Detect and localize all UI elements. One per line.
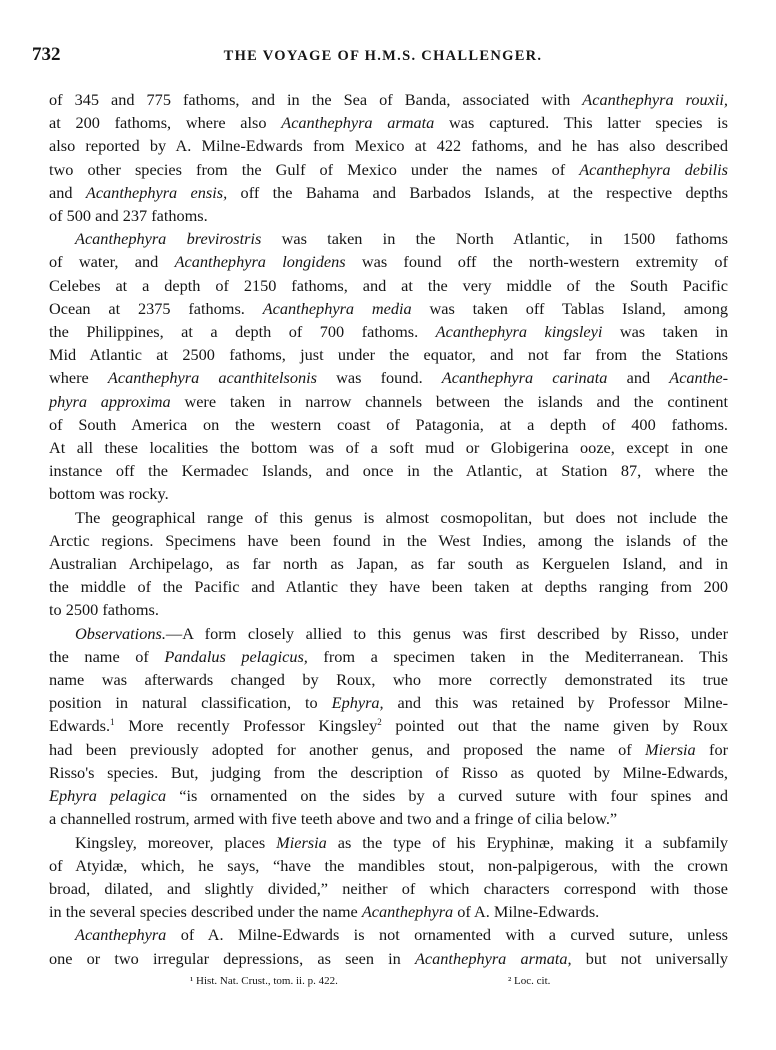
text-line: also reported by A. Milne-Edwards from Mexico at 422 fathoms, and he has also described [49,136,728,156]
paragraph-2 [49,227,728,505]
text-line: had been previously adopted for another genus, and proposed the name of Miersia for [49,739,729,759]
footnote-ref-1: 1 [110,717,115,728]
text-line: The geographical range of this genus is almost cosmopolitan, but does not include the [75,507,728,527]
running-header [26,44,740,68]
text-line: two other species from the Gulf of Mexico under the names of Acanthephyra debilis [49,159,729,179]
text-line: Risso's species. But, judging from the description of Risso as quoted by Milne-Edwards, [49,762,728,782]
text-line: bottom was rocky. [49,484,169,504]
text-line: Celebes at a depth of 2150 fathoms, and at the very middle of the South Pacific [49,275,728,295]
text-line: Edwards.$^1$ More recently Professor Kingsley$^2$ pointed out that the name given by Roux [49,716,729,736]
paragraph-5 [49,831,728,924]
text-line: of 345 and 775 fathoms, and in the Sea of Banda, associated with Acanthephyra rouxii, [49,90,728,109]
text-line: Observations.—A form closely allied to this genus was first described by Risso, under [75,623,728,643]
text-line: At all these localities the bottom was of a soft mud or Globigerina ooze, except in one [49,438,728,458]
text-line: of 500 and 237 fathoms. [49,206,208,226]
text-line: one or two irregular depressions, as seen in Acanthephyra armata, but not universally [49,948,728,968]
paragraph-4 [49,622,728,831]
text-line: of South America on the western coast of Patagonia, at a depth of 400 fathoms. [49,414,728,434]
body-text [49,88,728,970]
text-line: Acanthephyra brevirostris was taken in the North Atlantic, in 1500 fathoms [75,229,728,249]
text-line: position in natural classification, to Ephyra, and this was retained by Professor Milne- [49,693,728,713]
paragraph-1 [49,88,728,227]
text-line: a channelled rostrum, armed with five teeth above and two and a fringe of cilia below.” [49,809,618,829]
paragraph-6 [49,923,728,969]
text-line: broad, dilated, and slightly divided,” neither of which characters correspond with those [49,878,728,898]
text-line: Ocean at 2375 fathoms. Acanthephyra media was taken off Tablas Island, among [49,298,729,318]
text-line: name was afterwards changed by Roux, who more correctly demonstrated its true [49,670,728,690]
footnote-1: ¹ Hist. Nat. Crust., tom. ii. p. 422. [190,975,338,987]
text-line: at 200 fathoms, where also Acanthephyra armata was captured. This latter species is [49,113,728,133]
text-line: of Atyidæ, which, he says, “have the mandibles stout, non-palpigerous, with the crown [49,855,728,875]
paragraph-3 [49,506,728,622]
footnote-2: ² Loc. cit. [508,975,551,987]
text-line: phyra approxima were taken in narrow channels between the islands and the continent [49,391,728,411]
text-line: the Philippines, at a depth of 700 fathoms. Acanthephyra kingsleyi was taken in [49,322,729,342]
text-line: instance off the Kermadec Islands, and once in the Atlantic, at Station 87, where the [49,461,728,481]
text-line: Australian Archipelago, as far north as Japan, as far south as Kerguelen Island, and in [49,554,728,574]
text-line: and Acanthephyra ensis, off the Bahama and Barbados Islands, at the respective depths [49,182,729,202]
text-line: Acanthephyra of A. Milne-Edwards is not ornamented with a curved suture, unless [75,925,728,945]
footnote-ref-2: 2 [377,717,382,728]
text-line: in the several species described under the name Acanthephyra of A. Milne-Edwards. [49,902,600,922]
text-line: the middle of the Pacific and Atlantic they have been taken at depths ranging from 200 [49,577,728,597]
page-number: 732 [32,44,61,65]
text-line: Ephyra pelagica “is ornamented on the sides by a curved suture with four spines and [49,786,729,806]
text-line: of water, and Acanthephyra longidens was found off the north-western extremity of [49,252,728,272]
text-line: where Acanthephyra acanthitelsonis was found. Acanthephyra carinata and Acanthe- [49,368,729,388]
text-line: Mid Atlantic at 2500 fathoms, just under the equator, and not far from the Stations [49,345,728,365]
text-line: the name of Pandalus pelagicus, from a specimen taken in the Mediterranean. This [49,646,729,666]
text-line: Arctic regions. Specimens have been found in the West Indies, among the islands of the [49,530,728,550]
footnotes [190,975,610,993]
running-title: THE VOYAGE OF H.M.S. CHALLENGER. [223,48,543,64]
text-line: to 2500 fathoms. [49,600,159,620]
text-line: Kingsley, moreover, places Miersia as the type of his Eryphinæ, making it a subfamily [75,832,729,852]
